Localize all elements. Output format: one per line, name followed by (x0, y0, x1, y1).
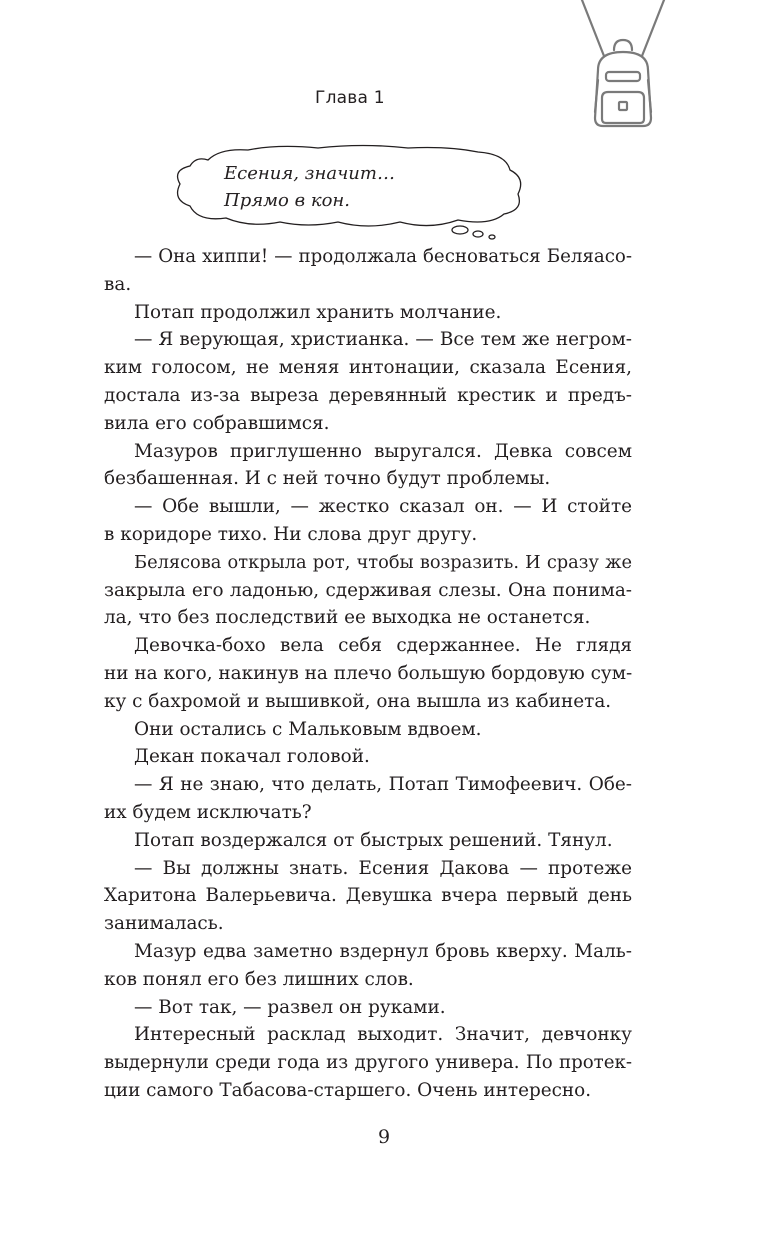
text-line: — Обе вышли, — жестко сказал он. — И стойте (134, 496, 632, 518)
text-line: закрыла его ладонью, сдерживая слезы. Она понима- (104, 579, 632, 601)
thought-bubble (168, 142, 528, 242)
text-line: — Я верующая, христианка. — Все тем же негром- (134, 329, 632, 351)
text-line: их будем исключать? (104, 801, 312, 823)
chapter-heading: Глава 1 (315, 88, 385, 108)
text-line: выдернули среди года из другого универа. По протек- (104, 1052, 632, 1074)
text-line: Интересный расклад выходит. Значит, девчонку (134, 1024, 632, 1046)
thought-line: Есения, значит… (224, 163, 395, 184)
text-line: Мазуров приглушенно выругался. Девка совсем (134, 440, 632, 462)
text-line: Они остались с Мальковым вдвоем. (134, 718, 482, 740)
text-line: Потап воздержался от быстрых решений. Тянул. (134, 829, 613, 851)
text-line: Белясова открыла рот, чтобы возразить. И сразу же (134, 551, 632, 573)
text-line: ции самого Табасова-старшего. Очень интересно. (104, 1079, 592, 1101)
text-line: Мазур едва заметно вздернул бровь кверху. Маль- (134, 940, 632, 962)
text-line: ким голосом, не меняя интонации, сказала Есения, (104, 357, 632, 379)
text-line: Потап продолжил хранить молчание. (134, 301, 502, 323)
body-text (104, 243, 632, 1105)
text-line: безбашенная. И с ней точно будут проблемы. (104, 468, 551, 490)
thought-line: Прямо в кон. (224, 190, 350, 211)
page-number: 9 (377, 1126, 391, 1148)
text-line: занималась. (104, 913, 224, 935)
text-line: — Вы должны знать. Есения Дакова — протеже (134, 857, 632, 879)
text-line: ни на кого, накинув на плечо большую бордовую сум- (104, 662, 633, 684)
text-line: Харитона Валерьевича. Девушка вчера первый день (104, 885, 632, 907)
text-line: ков понял его без лишних слов. (104, 968, 414, 990)
backpack-icon (578, 0, 668, 130)
thought-text (224, 160, 395, 214)
text-line: вила его собравшимся. (104, 412, 330, 434)
text-line: в коридоре тихо. Ни слова друг другу. (104, 523, 478, 545)
text-line: ва. (104, 273, 132, 295)
text-line: — Вот так, — развел он руками. (134, 996, 446, 1018)
text-line: — Я не знаю, что делать, Потап Тимофеевич. Обе- (134, 774, 632, 796)
text-line: ку с бахромой и вышивкой, она вышла из кабинета. (104, 690, 612, 712)
text-line: достала из-за выреза деревянный крестик и предъ- (104, 384, 632, 406)
text-line: — Она хиппи! — продолжала бесноваться Беляасо- (134, 246, 632, 267)
text-line: Декан покачал головой. (134, 746, 370, 768)
text-line: ла, что без последствий ее выходка не останется. (104, 607, 591, 629)
text-line: Девочка-бохо вела себя сдержаннее. Не глядя (134, 635, 632, 657)
